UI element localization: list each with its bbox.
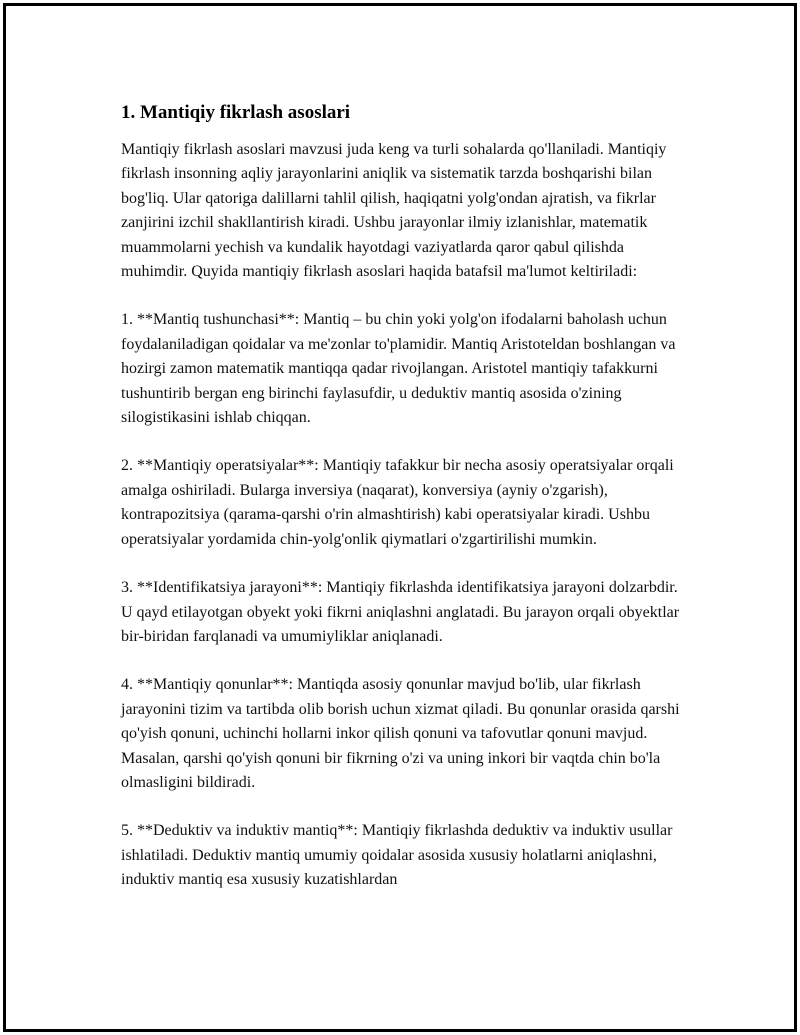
paragraph-mantiq-tushunchasi: 1. **Mantiq tushunchasi**: Mantiq – bu chin yoki yolg'on ifodalarni baholash uchun foydalaniladigan qoidalar va me'zonlar to'plamidir. Mantiq Aristoteldan boshlangan va hozirgi zamon matematik mantiqqa qadar rivojlangan. Aristotel mantiqiy tafakkurni tushuntirib bergan eng birinchi faylasufdir, u deduktiv mantiq asosida o'zining silogistikasini ishlab chiqqan. — [121, 311, 676, 427]
page-frame — [3, 3, 797, 1032]
paragraph-mantiqiy-qonunlar: 4. **Mantiqiy qonunlar**: Mantiqda asosiy qonunlar mavjud bo'lib, ular fikrlash jarayonini tizim va tartibda olib borish uchun xizmat qiladi. Bu qonunlar orasida qarshi qo'yish qonuni, uchinchi hollarni inkor qilish qonuni va tafovutlar qonuni mavjud. Masalan, qarshi qo'yish qonuni bir fikrning o'zi va uning inkori bir vaqtda chin bo'la olmasligini bildiradi. — [121, 676, 680, 791]
paragraph-mantiqiy-operatsiyalar: 2. **Mantiqiy operatsiyalar**: Mantiqiy tafakkur bir necha asosiy operatsiyalar orqali amalga oshiriladi. Bularga inversiya (naqarat), konversiya (ayniy o'zgarish), kontrapozitsiya (qarama-qarshi o'rin almashtirish) kabi operatsiyalar kiradi. Ushbu operatsiyalar yordamida chin-yolg'onlik qiymatlari o'zgartirilishi mumkin. — [121, 457, 674, 548]
intro-paragraph: Mantiqiy fikrlash asoslari mavzusi juda keng va turli sohalarda qo'llaniladi. Mantiqiy fikrlash insonning aqliy jarayonlarini aniqlik va sistematik tarzda boshqarishi bilan bog'liq. Ular qatoriga dalillarni tahlil qilish, haqiqatni yolg'ondan ajratish, va fikrlar zanjirini izchil shakllantirish kiradi. Ushbu jarayonlar ilmiy izlanishlar, matematik muammolarni yechish va kundalik hayotdagi vaziyatlarda qaror qabul qilishda muhimdir. Quyida mantiqiy fikrlash asoslari haqida batafsil ma'lumot keltiriladi: — [121, 141, 667, 281]
paragraph-identifikatsiya-jarayoni: 3. **Identifikatsiya jarayoni**: Mantiqiy fikrlashda identifikatsiya jarayoni dolzarbdir. U qayd etilayotgan obyekt yoki fikrni aniqlashni anglatadi. Bu jarayon orqali obyektlar bir-biridan farqlanadi va umumiyliklar aniqlanadi. — [121, 579, 680, 645]
document-body — [121, 98, 689, 917]
section-heading: 1. Mantiqiy fikrlash asoslari — [121, 102, 351, 123]
paragraph-deduktiv-induktiv: 5. **Deduktiv va induktiv mantiq**: Mantiqiy fikrlashda deduktiv va induktiv usullar ishlatiladi. Deduktiv mantiq umumiy qoidalar asosida xususiy holatlarni aniqlashni, induktiv mantiq esa xususiy kuzatishlardan — [121, 822, 673, 889]
